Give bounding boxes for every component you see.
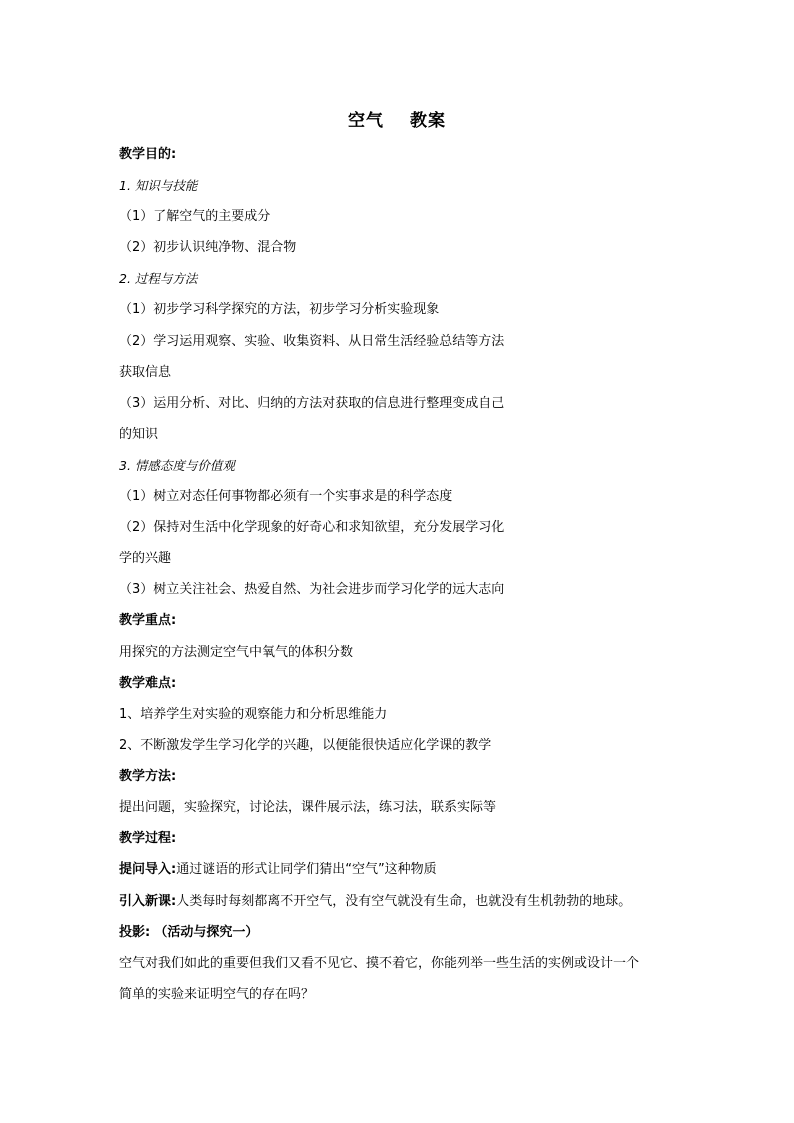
subheading-process-method: 2. 过程与方法 [119, 271, 198, 286]
projection-label: 投影: [119, 925, 151, 940]
difficulties-heading: 教学难点: [119, 676, 177, 691]
methods-text: 提出问题，实验探究，讨论法，课件展示法，练习法，联系实际等 [119, 800, 497, 815]
objectives-heading: 教学目的: [119, 147, 177, 162]
intro-label: 提问导入: [119, 862, 177, 877]
new-lesson-paragraph [119, 892, 631, 912]
question-line: 空气对我们如此的重要但我们又看不见它、摸不着它，你能列举一些生活的实例或设计一个 [119, 956, 640, 971]
list-item: 1、培养学生对实验的观察能力和分析思维能力 [119, 707, 388, 722]
title-part1: 空气 [348, 111, 384, 131]
projection-paragraph [119, 923, 258, 943]
list-item: 获取信息 [119, 365, 172, 380]
list-item: （1）树立对态任何事物都必须有一个实事求是的科学态度 [119, 489, 453, 504]
list-item: （3）运用分析、对比、归纳的方法对获取的信息进行整理变成自己 [119, 396, 505, 411]
new-lesson-label: 引入新课: [119, 894, 177, 909]
list-item: （2）保持对生活中化学现象的好奇心和求知欲望，充分发展学习化 [119, 520, 505, 535]
list-item: 2、不断激发学生学习化学的兴趣，以便能很快适应化学课的教学 [119, 738, 492, 753]
subheading-knowledge-skills: 1. 知识与技能 [119, 178, 198, 193]
process-heading: 教学过程: [119, 831, 177, 846]
title-part2: 教案 [410, 111, 446, 131]
intro-paragraph [119, 860, 437, 880]
question-line: 简单的实验来证明空气的存在吗？ [119, 987, 315, 1002]
list-item: （2）学习运用观察、实验、收集资料、从日常生活经验总结等方法 [119, 334, 505, 349]
projection-text: （活动与探究一） [154, 925, 259, 940]
subheading-attitude-values: 3. 情感态度与价值观 [119, 458, 235, 473]
list-item: （2）初步认识纯净物、混合物 [119, 240, 297, 255]
list-item: （1）初步学习科学探究的方法，初步学习分析实验现象 [119, 302, 440, 317]
key-points-heading: 教学重点: [119, 613, 177, 628]
new-lesson-text: 人类每时每刻都离不开空气，没有空气就没有生命，也就没有生机勃勃的地球。 [176, 894, 632, 909]
list-item: （1）了解空气的主要成分 [119, 209, 271, 224]
document-title [0, 106, 794, 131]
list-item: 学的兴趣 [119, 551, 172, 566]
intro-text: 通过谜语的形式让同学们猜出“空气”这种物质 [176, 862, 437, 877]
key-points-text: 用探究的方法测定空气中氧气的体积分数 [119, 645, 354, 660]
list-item: （3）树立关注社会、热爱自然、为社会进步而学习化学的远大志向 [119, 582, 505, 597]
methods-heading: 教学方法: [119, 769, 177, 784]
list-item: 的知识 [119, 427, 159, 442]
